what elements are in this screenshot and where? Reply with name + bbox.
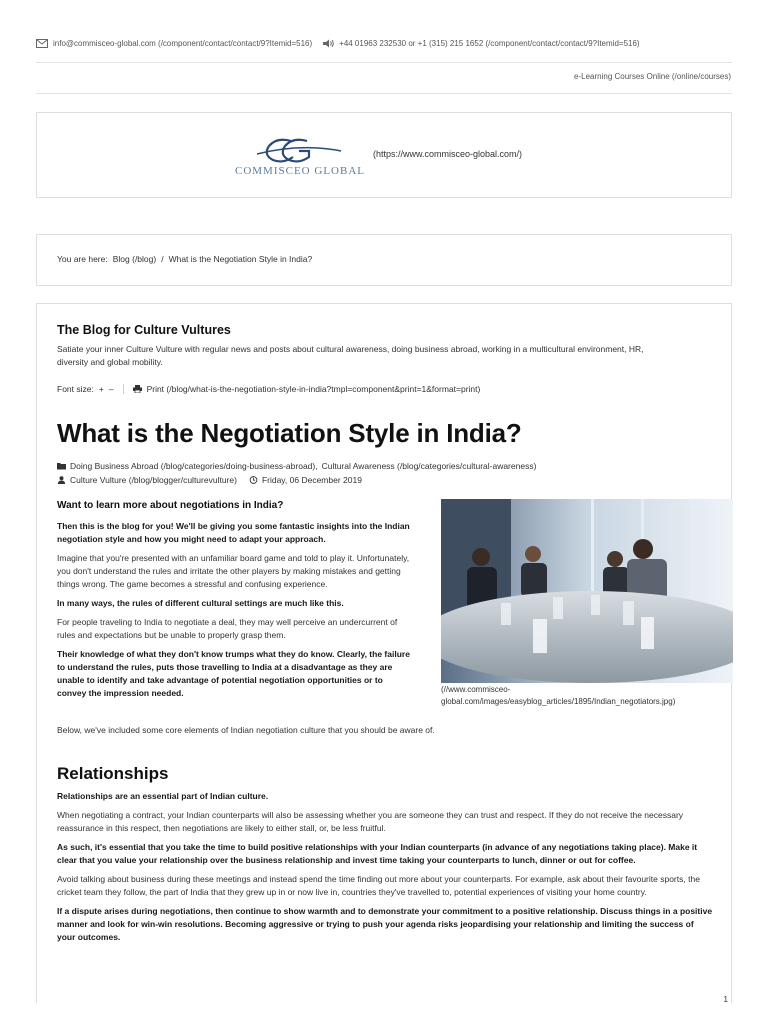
header-divider-2: [36, 93, 732, 94]
page-number: 1: [723, 995, 728, 1004]
article-byline: [57, 475, 362, 485]
speaker-icon: [322, 39, 334, 48]
relationships-paragraph: As such, it's essential that you take the time to build positive relationships with your Indian counterparts (in advance of any negotiations taking place). Make it clear that you value your relationship over the business relationship and invest time taking your counterparts to lunch, dinner or out for coffee.: [57, 842, 698, 865]
phone-contact[interactable]: [322, 39, 639, 48]
font-decrease-button[interactable]: –: [108, 384, 114, 394]
folder-icon: [57, 462, 66, 470]
font-increase-button[interactable]: +: [98, 384, 104, 394]
clock-icon: [249, 476, 258, 484]
relationships-paragraph: If a dispute arises during negotiations, then continue to show warmth and to demonstrate your commitment to a positive relationship. Discuss things in a positive manner and look for win-win resolutions. Becoming aggressive or trying to push your agenda risks jeopardising your relationship and limiting the success of your outcomes.: [57, 906, 713, 942]
relationships-paragraph: When negotiating a contract, your Indian counterparts will also be assessing whether you are someone they can trust and respect. If they do not receive the necessary reassurance in this respect, then negotiations are likely to either stall, or, be less fruitful.: [57, 810, 684, 833]
print-link[interactable]: Print (/blog/what-is-the-negotiation-style-in-india?tmpl=component&print=1&format=print): [146, 384, 481, 394]
article-categories: [57, 461, 536, 471]
blog-description: Satiate your inner Culture Vulture with regular news and posts about cultural awareness, doing business abroad, working in a multicultural environment, HR, diversity and global mobility.: [57, 344, 644, 367]
relationships-paragraph: Relationships are an essential part of Indian culture.: [57, 791, 269, 801]
intro-paragraph: For people traveling to India to negotiate a deal, they may well perceive an undercurrent of rules and expectations but be unable to properly grasp them.: [57, 617, 398, 640]
article-panel: [36, 303, 732, 1003]
lead-question: Want to learn more about negotiations in India?: [57, 500, 284, 511]
font-size-tools: [57, 384, 480, 394]
intro-paragraph: Imagine that you're presented with an unfamiliar board game and told to play it. Unfortunately, you don't understand the rules and irritate the other players by making mistakes and getting things wrong. The game becomes a stressful and confusing experience.: [57, 553, 410, 589]
homepage-link[interactable]: (https://www.commisceo-global.com/): [373, 149, 523, 159]
logo-wordmark: COMMISCEO GLOBAL: [235, 165, 365, 177]
printer-icon[interactable]: [133, 385, 142, 393]
intro-paragraph: In many ways, the rules of different cultural settings are much like this.: [57, 598, 344, 608]
section-heading-relationships: Relationships: [57, 764, 169, 783]
intro-column: [57, 520, 413, 706]
phone-link[interactable]: +44 01963 232530 or +1 (315) 215 1652 (/component/contact/contact/9?Itemid=516): [339, 38, 640, 48]
intro-paragraph: Their knowledge of what they don't know trumps what they do know. Clearly, the failure to understand the rules, puts those travelling to India at a disadvantage as they are unable to identify and take advantage of potential negotiation opportunities or to convey the impression needed.: [57, 649, 410, 698]
email-contact[interactable]: [36, 39, 312, 48]
header-divider: [36, 62, 732, 63]
blog-title: The Blog for Culture Vultures: [57, 323, 231, 337]
category-link-business[interactable]: Doing Business Abroad (/blog/categories/doing-business-abroad),: [70, 461, 318, 471]
breadcrumb-separator: /: [161, 254, 164, 264]
courses-link[interactable]: e-Learning Courses Online (/online/courses): [574, 72, 731, 81]
logo-panel: [36, 112, 732, 198]
author-link[interactable]: Culture Vulture (/blog/blogger/culturevulture): [70, 475, 237, 485]
category-link-awareness[interactable]: Cultural Awareness (/blog/categories/cultural-awareness): [321, 461, 537, 471]
contact-bar: [36, 30, 732, 56]
tool-separator: [123, 384, 124, 394]
relationships-section: [57, 790, 713, 950]
breadcrumb: [57, 254, 312, 264]
breadcrumb-current: What is the Negotiation Style in India?: [168, 254, 313, 264]
negotiators-photo[interactable]: [441, 499, 733, 683]
user-icon: [57, 476, 66, 484]
article-title: What is the Negotiation Style in India?: [57, 418, 522, 448]
breadcrumb-prefix: You are here:: [57, 254, 108, 264]
intro-paragraph: Then this is the blog for you! We'll be giving you some fantastic insights into the Indian negotiation style and how you might need to adapt your approach.: [57, 521, 410, 544]
intro-closing: Below, we've included some core elements of Indian negotiation culture that you should be aware of.: [57, 725, 435, 735]
envelope-icon: [36, 39, 48, 48]
breadcrumb-panel: [36, 234, 732, 286]
breadcrumb-blog-link[interactable]: Blog (/blog): [112, 254, 157, 264]
publish-date: Friday, 06 December 2019: [261, 475, 362, 485]
email-link[interactable]: info@commisceo-global.com (/component/contact/contact/9?Itemid=516): [53, 38, 313, 48]
relationships-paragraph: Avoid talking about business during these meetings and instead spend the time finding out more about your counterparts. For example, ask about their favourite sports, the cricket team they follow, the part of India that they grew up in or now live in, countries they've travelled to, potential experiences of visiting your home country.: [57, 874, 700, 897]
photo-caption-link[interactable]: (//www.commisceo-global.com/images/easyblog_articles/1895/Indian_negotiators.jpg): [441, 685, 676, 706]
font-size-label: Font size:: [57, 384, 94, 394]
